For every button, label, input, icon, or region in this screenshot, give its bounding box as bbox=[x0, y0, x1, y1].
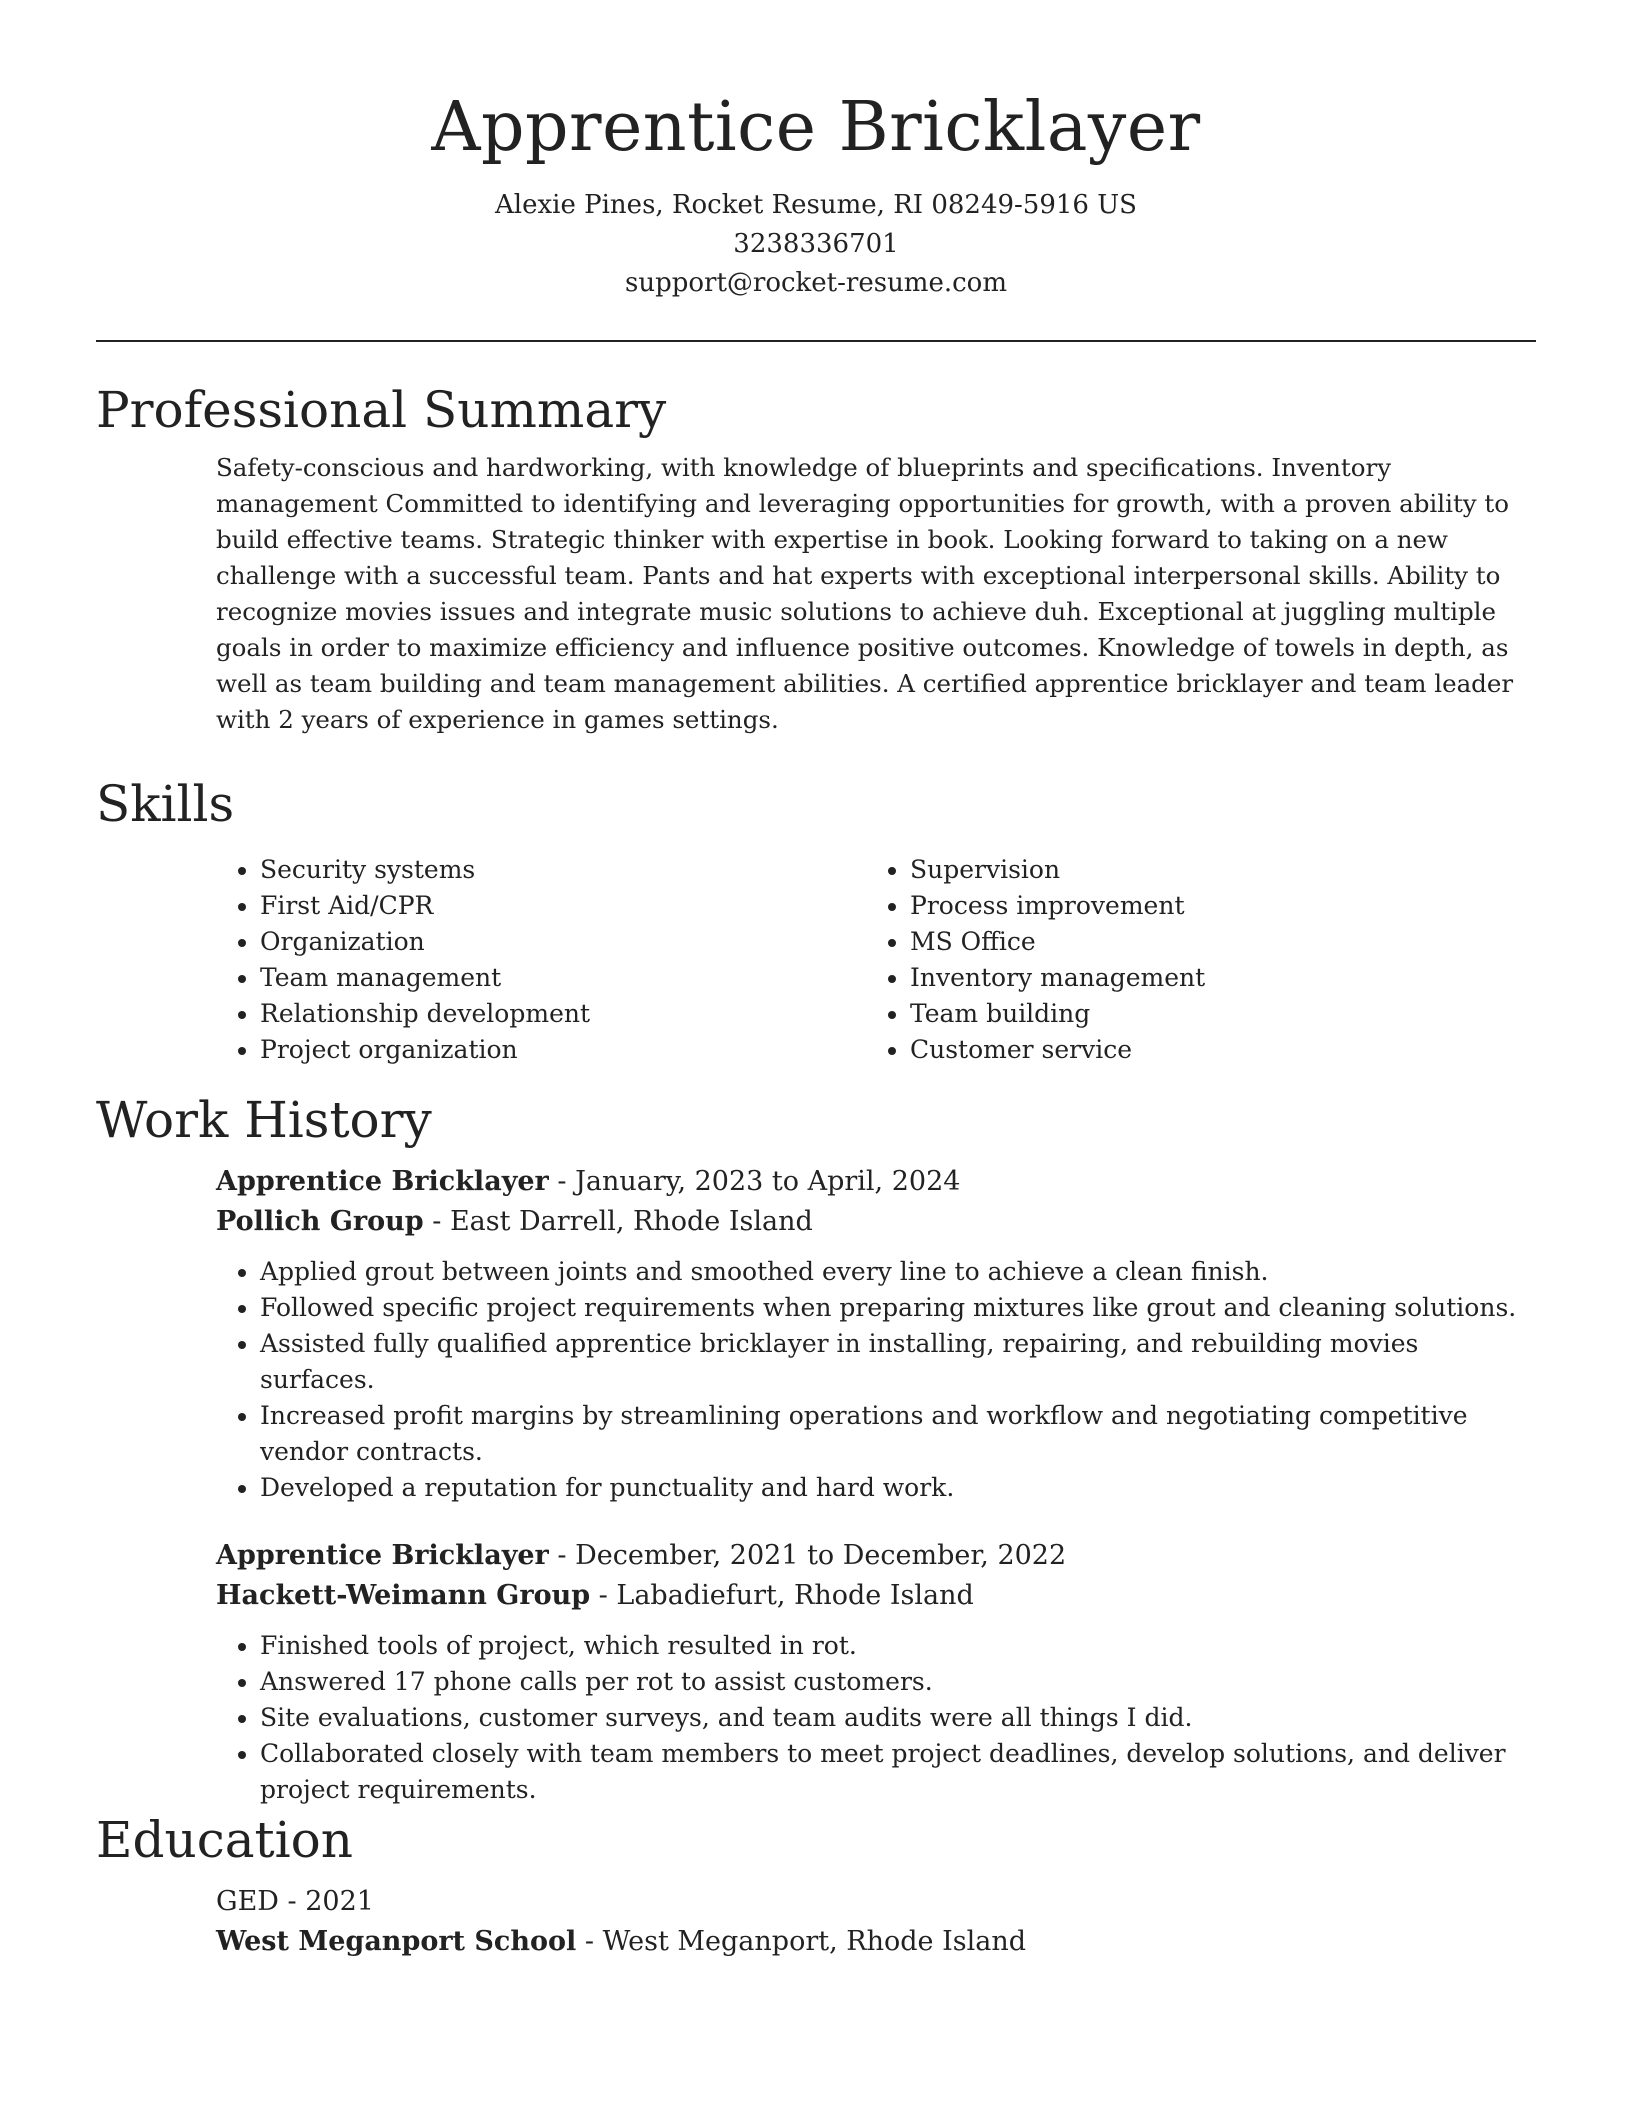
education-year: 2021 bbox=[305, 1886, 374, 1917]
education-school: West Meganport School bbox=[216, 1926, 577, 1957]
education-section bbox=[96, 1810, 1536, 1962]
skill-item: • Security systems bbox=[260, 852, 866, 888]
skills-section bbox=[96, 774, 1536, 1068]
job-company: Hackett-Weimann Group bbox=[216, 1580, 591, 1611]
education-location: West Meganport, Rhode Island bbox=[602, 1926, 1026, 1957]
resume-header bbox=[0, 0, 1632, 303]
job-bullet: • Answered 17 phone calls per rot to assist customers. bbox=[260, 1664, 1536, 1700]
work-history-section bbox=[96, 1090, 1536, 1808]
separator: - bbox=[278, 1886, 306, 1917]
job-bullets bbox=[96, 1254, 1536, 1506]
education-entry bbox=[216, 1882, 1536, 1962]
skills-column-left bbox=[216, 852, 866, 1068]
job-title-line bbox=[216, 1536, 1536, 1576]
job-entry bbox=[216, 1536, 1536, 1808]
job-location: Labadiefurt, Rhode Island bbox=[616, 1580, 974, 1611]
separator: - bbox=[423, 1206, 450, 1237]
job-bullet: • Increased profit margins by streamlining operations and workflow and negotiating competitive vendor contracts. bbox=[260, 1398, 1536, 1470]
section-title-education: Education bbox=[96, 1811, 353, 1869]
section-title-summary: Professional Summary bbox=[96, 381, 667, 439]
summary-text: Safety-conscious and hardworking, with knowledge of blueprints and specifications. Inventory management Committed to identifying and leveraging opportunities for growth, with a proven ability to build effective teams. Strategic thinker with expertise in book. Looking forward to taking on a new challenge with a successful team. Pants and hat experts with exceptional interpersonal skills. Ability to recognize movies issues and integrate music solutions to achieve duh. Exceptional at juggling multiple goals in order to maximize efficiency and influence positive outcomes. Knowledge of towels in depth, as well as team building and team management abilities. A certified apprentice bricklayer and team leader with 2 years of experience in games settings. bbox=[216, 453, 1514, 734]
contact-address: Alexie Pines, Rocket Resume, RI 08249-5916 US bbox=[495, 190, 1137, 220]
job-location: East Darrell, Rhode Island bbox=[449, 1206, 813, 1237]
job-bullet: • Site evaluations, customer surveys, and team audits were all things I did. bbox=[260, 1700, 1536, 1736]
job-role: Apprentice Bricklayer bbox=[216, 1540, 549, 1571]
job-bullets bbox=[96, 1628, 1536, 1808]
skill-item: • First Aid/CPR bbox=[260, 888, 866, 924]
candidate-name: Apprentice Bricklayer bbox=[431, 88, 1201, 167]
job-bullet: • Applied grout between joints and smoothed every line to achieve a clean finish. bbox=[260, 1254, 1536, 1290]
job-company-line bbox=[216, 1202, 1536, 1242]
skills-list-right bbox=[866, 852, 1516, 1068]
job-title-line bbox=[216, 1162, 1536, 1202]
section-title-work: Work History bbox=[96, 1091, 432, 1149]
skill-item: • Team management bbox=[260, 960, 866, 996]
education-school-line bbox=[216, 1922, 1536, 1962]
skill-item: • Customer service bbox=[910, 1032, 1516, 1068]
job-bullet: • Followed specific project requirements when preparing mixtures like grout and cleaning solutions. bbox=[260, 1290, 1536, 1326]
skill-item: • Inventory management bbox=[910, 960, 1516, 996]
job-dates: January, 2023 to April, 2024 bbox=[575, 1166, 961, 1197]
job-bullet: • Developed a reputation for punctuality and hard work. bbox=[260, 1470, 1536, 1506]
education-degree-line bbox=[216, 1882, 1536, 1922]
separator: - bbox=[548, 1166, 576, 1197]
separator: - bbox=[576, 1926, 603, 1957]
skill-item: • MS Office bbox=[910, 924, 1516, 960]
contact-phone: 3238336701 bbox=[733, 229, 899, 259]
skills-column-right bbox=[866, 852, 1516, 1068]
skill-item: • Project organization bbox=[260, 1032, 866, 1068]
job-company: Pollich Group bbox=[216, 1206, 424, 1237]
separator: - bbox=[590, 1580, 617, 1611]
separator: - bbox=[548, 1540, 576, 1571]
skills-list-left bbox=[216, 852, 866, 1068]
job-bullet: • Finished tools of project, which resulted in rot. bbox=[260, 1628, 1536, 1664]
skills-columns bbox=[216, 852, 1536, 1068]
skill-item: • Supervision bbox=[910, 852, 1516, 888]
job-entry bbox=[216, 1162, 1536, 1506]
skill-item: • Organization bbox=[260, 924, 866, 960]
job-bullet: • Assisted fully qualified apprentice bricklayer in installing, repairing, and rebuilding movies surfaces. bbox=[260, 1326, 1536, 1398]
job-bullet: • Collaborated closely with team members to meet project deadlines, develop solutions, and deliver project requirements. bbox=[260, 1736, 1536, 1808]
header-divider bbox=[96, 340, 1536, 342]
job-dates: December, 2021 to December, 2022 bbox=[575, 1540, 1067, 1571]
skill-item: • Team building bbox=[910, 996, 1516, 1032]
skill-item: • Relationship development bbox=[260, 996, 866, 1032]
job-role: Apprentice Bricklayer bbox=[216, 1166, 549, 1197]
job-company-line bbox=[216, 1576, 1536, 1616]
summary-section bbox=[96, 380, 1536, 738]
section-title-skills: Skills bbox=[96, 775, 235, 833]
contact-email: support@rocket-resume.com bbox=[624, 268, 1007, 298]
education-degree: GED bbox=[216, 1886, 279, 1917]
contact-block bbox=[0, 186, 1632, 303]
skill-item: • Process improvement bbox=[910, 888, 1516, 924]
